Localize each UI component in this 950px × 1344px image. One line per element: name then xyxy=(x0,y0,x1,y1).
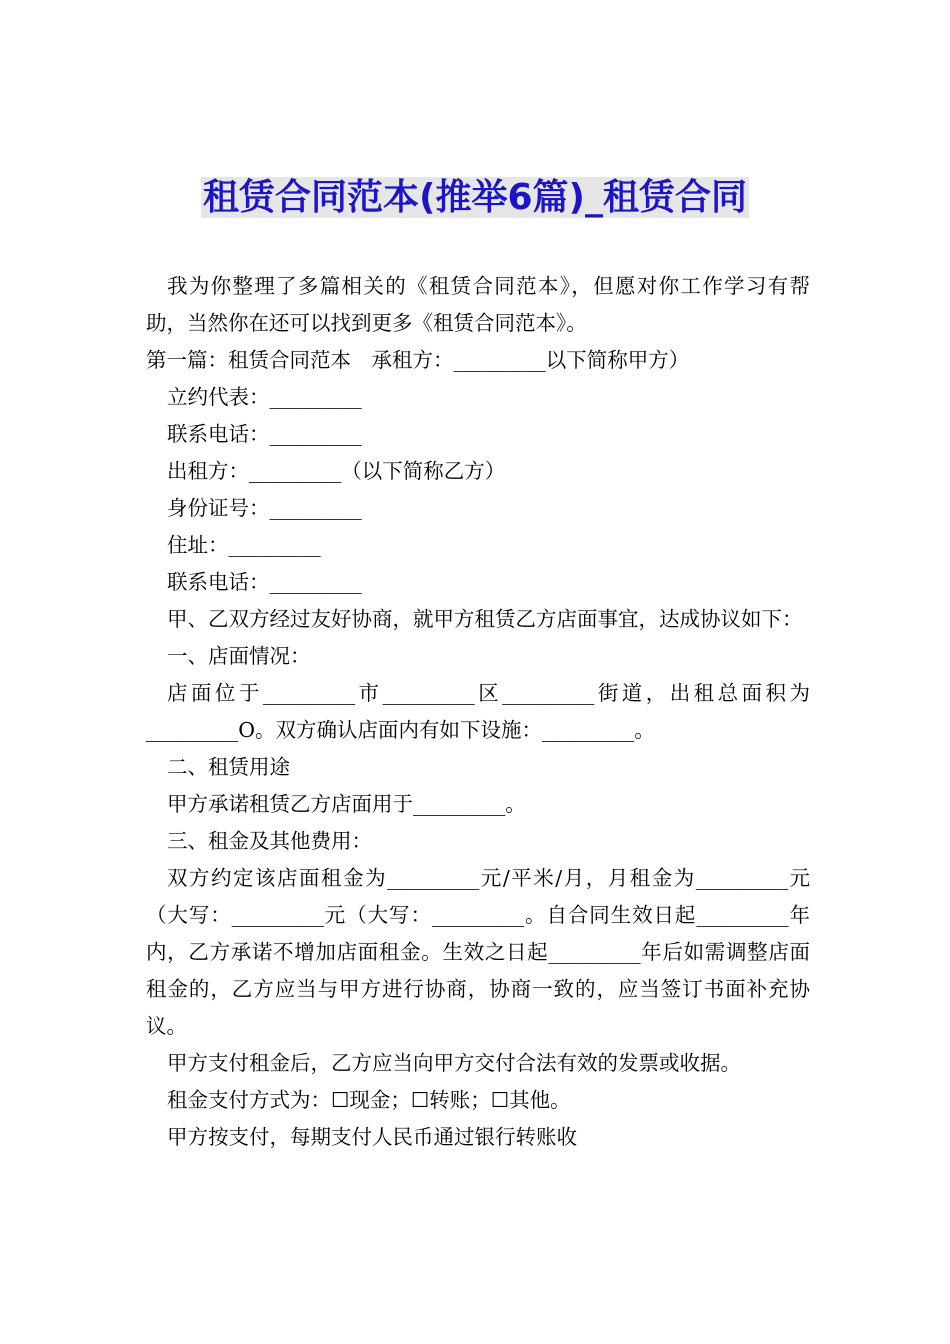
paragraph: 立约代表：_________ xyxy=(167,385,362,409)
paragraph: 联系电话：_________ xyxy=(167,422,362,446)
paragraph: 甲方支付租金后，乙方应当向甲方交付合法有效的发票或收据。 xyxy=(167,1051,741,1075)
paragraph: 我为你整理了多篇相关的《租赁合同范本》，但愿对你工作学习有帮助，当然你在还可以找到更多《租赁合同范本》。 xyxy=(146,274,810,335)
document-body xyxy=(146,268,810,1156)
paragraph: 第一篇：租赁合同范本 承租方：_________以下简称甲方） xyxy=(146,348,690,372)
paragraph: 甲、乙双方经过友好协商，就甲方租赁乙方店面事宜，达成协议如下： xyxy=(167,607,803,631)
paragraph: 住址：_________ xyxy=(167,533,321,557)
paragraph: 出租方：_________（以下简称乙方） xyxy=(167,459,506,483)
document-title-text: 租赁合同范本(推举6篇)_租赁合同 xyxy=(203,177,747,218)
paragraph: 二、租赁用途 xyxy=(167,755,290,779)
document-title xyxy=(0,172,950,224)
paragraph: 联系电话：_________ xyxy=(167,570,362,594)
paragraph: 双方约定该店面租金为_________元/平米/月，月租金为_________元（大写：_________元（大写：_________。自合同生效日起_________年内，乙方承诺不增加店面租金。生效之日起_________年后如需调整店面租金的，乙方应当与甲方进行协商，协商一致的，应当签订书面补充协议。 xyxy=(146,866,810,1038)
paragraph: 甲方按支付，每期支付人民币通过银行转账收 xyxy=(167,1125,577,1149)
paragraph: 一、店面情况： xyxy=(167,644,311,668)
paragraph: 甲方承诺租赁乙方店面用于_________。 xyxy=(167,792,526,816)
paragraph: 店面位于_________市_________区_________街道，出租总面积为_________O。双方确认店面内有如下设施：_________。 xyxy=(146,681,810,742)
paragraph: 三、租金及其他费用： xyxy=(167,829,372,853)
paragraph: 身份证号：_________ xyxy=(167,496,362,520)
paragraph: 租金支付方式为：☐现金；☐转账；☐其他。 xyxy=(167,1088,571,1112)
